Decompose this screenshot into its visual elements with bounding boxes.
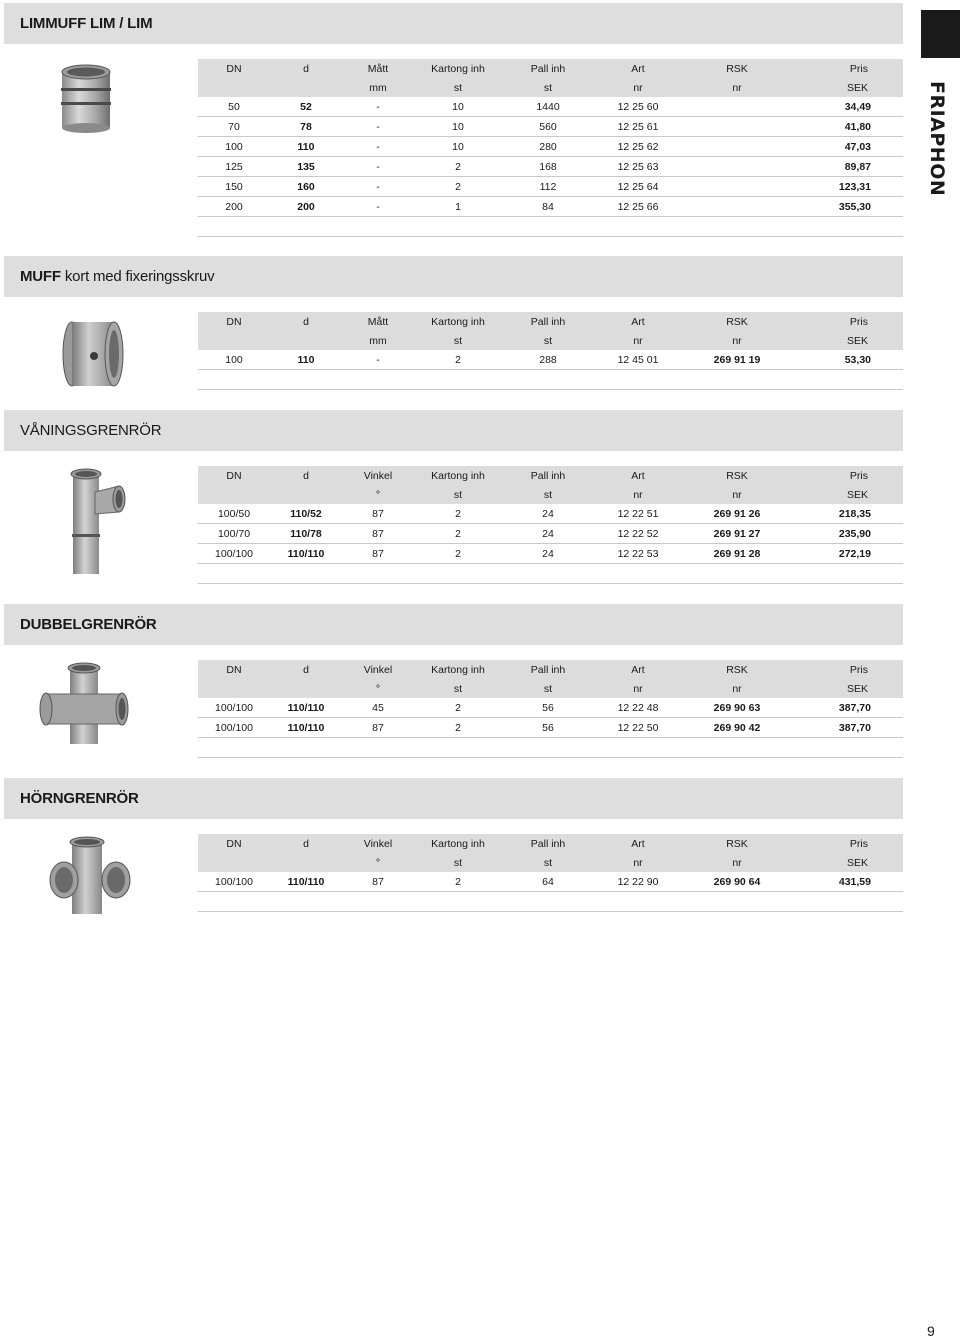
unit-cell: SEK	[792, 853, 903, 872]
unit-cell: nr	[682, 485, 792, 504]
cell-art: 12 22 48	[594, 698, 682, 718]
unit-cell: st	[502, 853, 594, 872]
col-header: RSK	[682, 834, 792, 853]
cell-rsk	[682, 197, 792, 217]
cell-matt: -	[342, 117, 414, 137]
cell-rsk: 269 91 27	[682, 524, 792, 544]
cell-d: 110/110	[270, 718, 342, 738]
cell-kartong: 2	[414, 177, 502, 197]
section-title-rest: kort med fixeringsskruv	[60, 268, 215, 285]
col-header: Art	[594, 312, 682, 331]
horngrenror-table	[198, 834, 903, 912]
unit-cell: °	[342, 853, 414, 872]
table-row	[198, 350, 903, 370]
limmuff-product-image	[56, 62, 116, 134]
unit-cell: st	[502, 485, 594, 504]
cell-matt: -	[342, 97, 414, 117]
section-header-horngrenror	[4, 778, 903, 819]
cell-art: 12 45 01	[594, 350, 682, 370]
cell-dn: 150	[198, 177, 270, 197]
cell-vinkel: 87	[342, 504, 414, 524]
cell-dn: 200	[198, 197, 270, 217]
cell-rsk: 269 91 28	[682, 544, 792, 564]
cell-pall: 24	[502, 504, 594, 524]
unit-cell: st	[414, 78, 502, 97]
unit-cell: st	[502, 679, 594, 698]
table-header-row	[198, 660, 903, 679]
col-header: Pall inh	[502, 834, 594, 853]
col-header: DN	[198, 466, 270, 485]
cell-vinkel: 87	[342, 718, 414, 738]
cell-pris: 235,90	[792, 524, 903, 544]
col-header: Vinkel	[342, 466, 414, 485]
col-header: Kartong inh	[414, 466, 502, 485]
cell-matt: -	[342, 157, 414, 177]
col-header: DN	[198, 59, 270, 78]
unit-cell: nr	[682, 853, 792, 872]
unit-cell	[270, 679, 342, 698]
col-header: d	[270, 466, 342, 485]
unit-cell	[198, 853, 270, 872]
cell-pris: 47,03	[792, 137, 903, 157]
col-header: d	[270, 312, 342, 331]
col-header: Vinkel	[342, 660, 414, 679]
cell-kartong: 2	[414, 544, 502, 564]
table-row	[198, 197, 903, 217]
unit-cell: mm	[342, 78, 414, 97]
col-header: DN	[198, 312, 270, 331]
col-header: Pris	[792, 466, 903, 485]
cell-kartong: 2	[414, 698, 502, 718]
cell-matt: -	[342, 350, 414, 370]
cell-kartong: 2	[414, 718, 502, 738]
cell-kartong: 2	[414, 872, 502, 892]
unit-cell: st	[502, 331, 594, 350]
cell-vinkel: 45	[342, 698, 414, 718]
table-row	[198, 157, 903, 177]
col-header: Pris	[792, 312, 903, 331]
cell-dn: 100	[198, 137, 270, 157]
cell-dn: 100	[198, 350, 270, 370]
cell-kartong: 2	[414, 524, 502, 544]
unit-cell	[270, 78, 342, 97]
cell-dn: 125	[198, 157, 270, 177]
table-row	[198, 117, 903, 137]
cell-pall: 24	[502, 544, 594, 564]
cell-pris: 41,80	[792, 117, 903, 137]
table-row	[198, 872, 903, 892]
col-header: Kartong inh	[414, 59, 502, 78]
cell-kartong: 2	[414, 157, 502, 177]
unit-cell: nr	[594, 485, 682, 504]
unit-cell: nr	[594, 679, 682, 698]
unit-cell: SEK	[792, 78, 903, 97]
dubbelgrenror-product-image	[36, 660, 132, 746]
cell-art: 12 25 62	[594, 137, 682, 157]
unit-cell: mm	[342, 331, 414, 350]
unit-cell: nr	[594, 331, 682, 350]
table-spacer-row	[198, 738, 903, 758]
cell-kartong: 2	[414, 350, 502, 370]
unit-cell: °	[342, 679, 414, 698]
cell-kartong: 10	[414, 137, 502, 157]
muff-product-image	[60, 318, 130, 390]
vaningsgrenror-product-image	[55, 464, 135, 576]
col-header: Art	[594, 466, 682, 485]
cell-pall: 112	[502, 177, 594, 197]
table-spacer-row	[198, 217, 903, 237]
col-header: Pall inh	[502, 59, 594, 78]
col-header: Kartong inh	[414, 834, 502, 853]
cell-d: 110/110	[270, 544, 342, 564]
cell-art: 12 22 50	[594, 718, 682, 738]
col-header: Kartong inh	[414, 660, 502, 679]
cell-rsk: 269 90 42	[682, 718, 792, 738]
table-header-row	[198, 59, 903, 78]
limmuff-table	[198, 59, 903, 237]
table-spacer-row	[198, 370, 903, 390]
cell-dn: 100/70	[198, 524, 270, 544]
cell-art: 12 25 64	[594, 177, 682, 197]
muff-table	[198, 312, 903, 390]
cell-art: 12 25 61	[594, 117, 682, 137]
cell-rsk	[682, 157, 792, 177]
cell-art: 12 25 66	[594, 197, 682, 217]
section-title	[20, 268, 214, 285]
section-header-vaningsgrenror	[4, 410, 903, 451]
cell-pall: 24	[502, 524, 594, 544]
cell-d: 135	[270, 157, 342, 177]
unit-cell: st	[414, 853, 502, 872]
cell-kartong: 1	[414, 197, 502, 217]
col-header: RSK	[682, 466, 792, 485]
cell-pall: 168	[502, 157, 594, 177]
section-title: LIMMUFF LIM / LIM	[20, 15, 153, 32]
table-units-row	[198, 331, 903, 350]
cell-kartong: 10	[414, 117, 502, 137]
cell-d: 110/78	[270, 524, 342, 544]
cell-d: 110/52	[270, 504, 342, 524]
cell-dn: 70	[198, 117, 270, 137]
col-header: Vinkel	[342, 834, 414, 853]
table-row	[198, 97, 903, 117]
cell-d: 110	[270, 137, 342, 157]
table-row	[198, 137, 903, 157]
cell-matt: -	[342, 197, 414, 217]
unit-cell	[198, 679, 270, 698]
cell-d: 160	[270, 177, 342, 197]
unit-cell: st	[414, 679, 502, 698]
table-units-row	[198, 485, 903, 504]
col-header: Art	[594, 660, 682, 679]
col-header: Pall inh	[502, 312, 594, 331]
cell-rsk	[682, 97, 792, 117]
cell-rsk: 269 91 19	[682, 350, 792, 370]
cell-rsk: 269 91 26	[682, 504, 792, 524]
cell-pris: 387,70	[792, 718, 903, 738]
cell-dn: 100/100	[198, 718, 270, 738]
unit-cell	[270, 853, 342, 872]
unit-cell: SEK	[792, 331, 903, 350]
unit-cell	[198, 78, 270, 97]
cell-d: 110/110	[270, 872, 342, 892]
cell-pris: 272,19	[792, 544, 903, 564]
table-spacer-row	[198, 564, 903, 584]
cell-pall: 288	[502, 350, 594, 370]
unit-cell: nr	[682, 78, 792, 97]
section-header-muff	[4, 256, 903, 297]
cell-rsk: 269 90 64	[682, 872, 792, 892]
horngrenror-product-image	[44, 834, 140, 916]
cell-pall: 560	[502, 117, 594, 137]
col-header: Pall inh	[502, 660, 594, 679]
cell-dn: 100/100	[198, 872, 270, 892]
cell-art: 12 22 52	[594, 524, 682, 544]
unit-cell: nr	[682, 679, 792, 698]
cell-pall: 84	[502, 197, 594, 217]
col-header: Mått	[342, 312, 414, 331]
table-row	[198, 718, 903, 738]
table-row	[198, 504, 903, 524]
cell-pris: 34,49	[792, 97, 903, 117]
unit-cell: °	[342, 485, 414, 504]
table-units-row	[198, 679, 903, 698]
cell-pall: 280	[502, 137, 594, 157]
cell-art: 12 22 51	[594, 504, 682, 524]
cell-kartong: 10	[414, 97, 502, 117]
cell-matt: -	[342, 137, 414, 157]
cell-dn: 100/100	[198, 544, 270, 564]
unit-cell	[198, 485, 270, 504]
unit-cell: nr	[682, 331, 792, 350]
table-row	[198, 544, 903, 564]
col-header: Art	[594, 834, 682, 853]
unit-cell	[270, 331, 342, 350]
section-title: DUBBELGRENRÖR	[20, 616, 157, 633]
vaningsgrenror-table	[198, 466, 903, 584]
unit-cell: SEK	[792, 485, 903, 504]
table-row	[198, 698, 903, 718]
col-header: Pris	[792, 660, 903, 679]
col-header: RSK	[682, 660, 792, 679]
cell-dn: 50	[198, 97, 270, 117]
cell-pris: 218,35	[792, 504, 903, 524]
cell-matt: -	[342, 177, 414, 197]
page-number: 9	[927, 1323, 935, 1339]
unit-cell: st	[414, 485, 502, 504]
cell-pris: 387,70	[792, 698, 903, 718]
table-header-row	[198, 312, 903, 331]
cell-d: 200	[270, 197, 342, 217]
cell-pall: 56	[502, 698, 594, 718]
table-header-row	[198, 834, 903, 853]
col-header: d	[270, 660, 342, 679]
col-header: d	[270, 834, 342, 853]
cell-d: 110	[270, 350, 342, 370]
cell-pris: 431,59	[792, 872, 903, 892]
cell-vinkel: 87	[342, 524, 414, 544]
cell-rsk	[682, 117, 792, 137]
cell-rsk: 269 90 63	[682, 698, 792, 718]
section-title: VÅNINGSGRENRÖR	[20, 422, 162, 439]
cell-art: 12 22 53	[594, 544, 682, 564]
col-header: DN	[198, 834, 270, 853]
cell-vinkel: 87	[342, 872, 414, 892]
col-header: d	[270, 59, 342, 78]
cell-pall: 64	[502, 872, 594, 892]
unit-cell: SEK	[792, 679, 903, 698]
cell-pall: 1440	[502, 97, 594, 117]
cell-pris: 123,31	[792, 177, 903, 197]
col-header: Pris	[792, 59, 903, 78]
unit-cell	[198, 331, 270, 350]
unit-cell: nr	[594, 853, 682, 872]
cell-rsk	[682, 137, 792, 157]
cell-art: 12 25 63	[594, 157, 682, 177]
cell-pris: 53,30	[792, 350, 903, 370]
section-title-bold: MUFF	[20, 268, 61, 285]
cell-art: 12 22 90	[594, 872, 682, 892]
col-header: RSK	[682, 312, 792, 331]
table-row	[198, 177, 903, 197]
table-spacer-row	[198, 892, 903, 912]
table-row	[198, 524, 903, 544]
col-header: Art	[594, 59, 682, 78]
cell-pris: 355,30	[792, 197, 903, 217]
col-header: Kartong inh	[414, 312, 502, 331]
table-units-row	[198, 853, 903, 872]
cell-pall: 56	[502, 718, 594, 738]
table-header-row	[198, 466, 903, 485]
cell-kartong: 2	[414, 504, 502, 524]
col-header: Pris	[792, 834, 903, 853]
cell-rsk	[682, 177, 792, 197]
unit-cell	[270, 485, 342, 504]
col-header: RSK	[682, 59, 792, 78]
section-title: HÖRNGRENRÖR	[20, 790, 139, 807]
unit-cell: st	[414, 331, 502, 350]
cell-pris: 89,87	[792, 157, 903, 177]
col-header: Pall inh	[502, 466, 594, 485]
cell-dn: 100/50	[198, 504, 270, 524]
section-header-dubbelgrenror	[4, 604, 903, 645]
cell-dn: 100/100	[198, 698, 270, 718]
cell-d: 78	[270, 117, 342, 137]
cell-d: 52	[270, 97, 342, 117]
dubbelgrenror-table	[198, 660, 903, 758]
col-header: DN	[198, 660, 270, 679]
cell-d: 110/110	[270, 698, 342, 718]
brand-logo-text: FRIAPHON	[926, 81, 948, 197]
unit-cell: st	[502, 78, 594, 97]
brand-tab	[921, 10, 960, 58]
unit-cell: nr	[594, 78, 682, 97]
table-units-row	[198, 78, 903, 97]
col-header: Mått	[342, 59, 414, 78]
cell-vinkel: 87	[342, 544, 414, 564]
cell-art: 12 25 60	[594, 97, 682, 117]
section-header-limmuff	[4, 3, 903, 44]
